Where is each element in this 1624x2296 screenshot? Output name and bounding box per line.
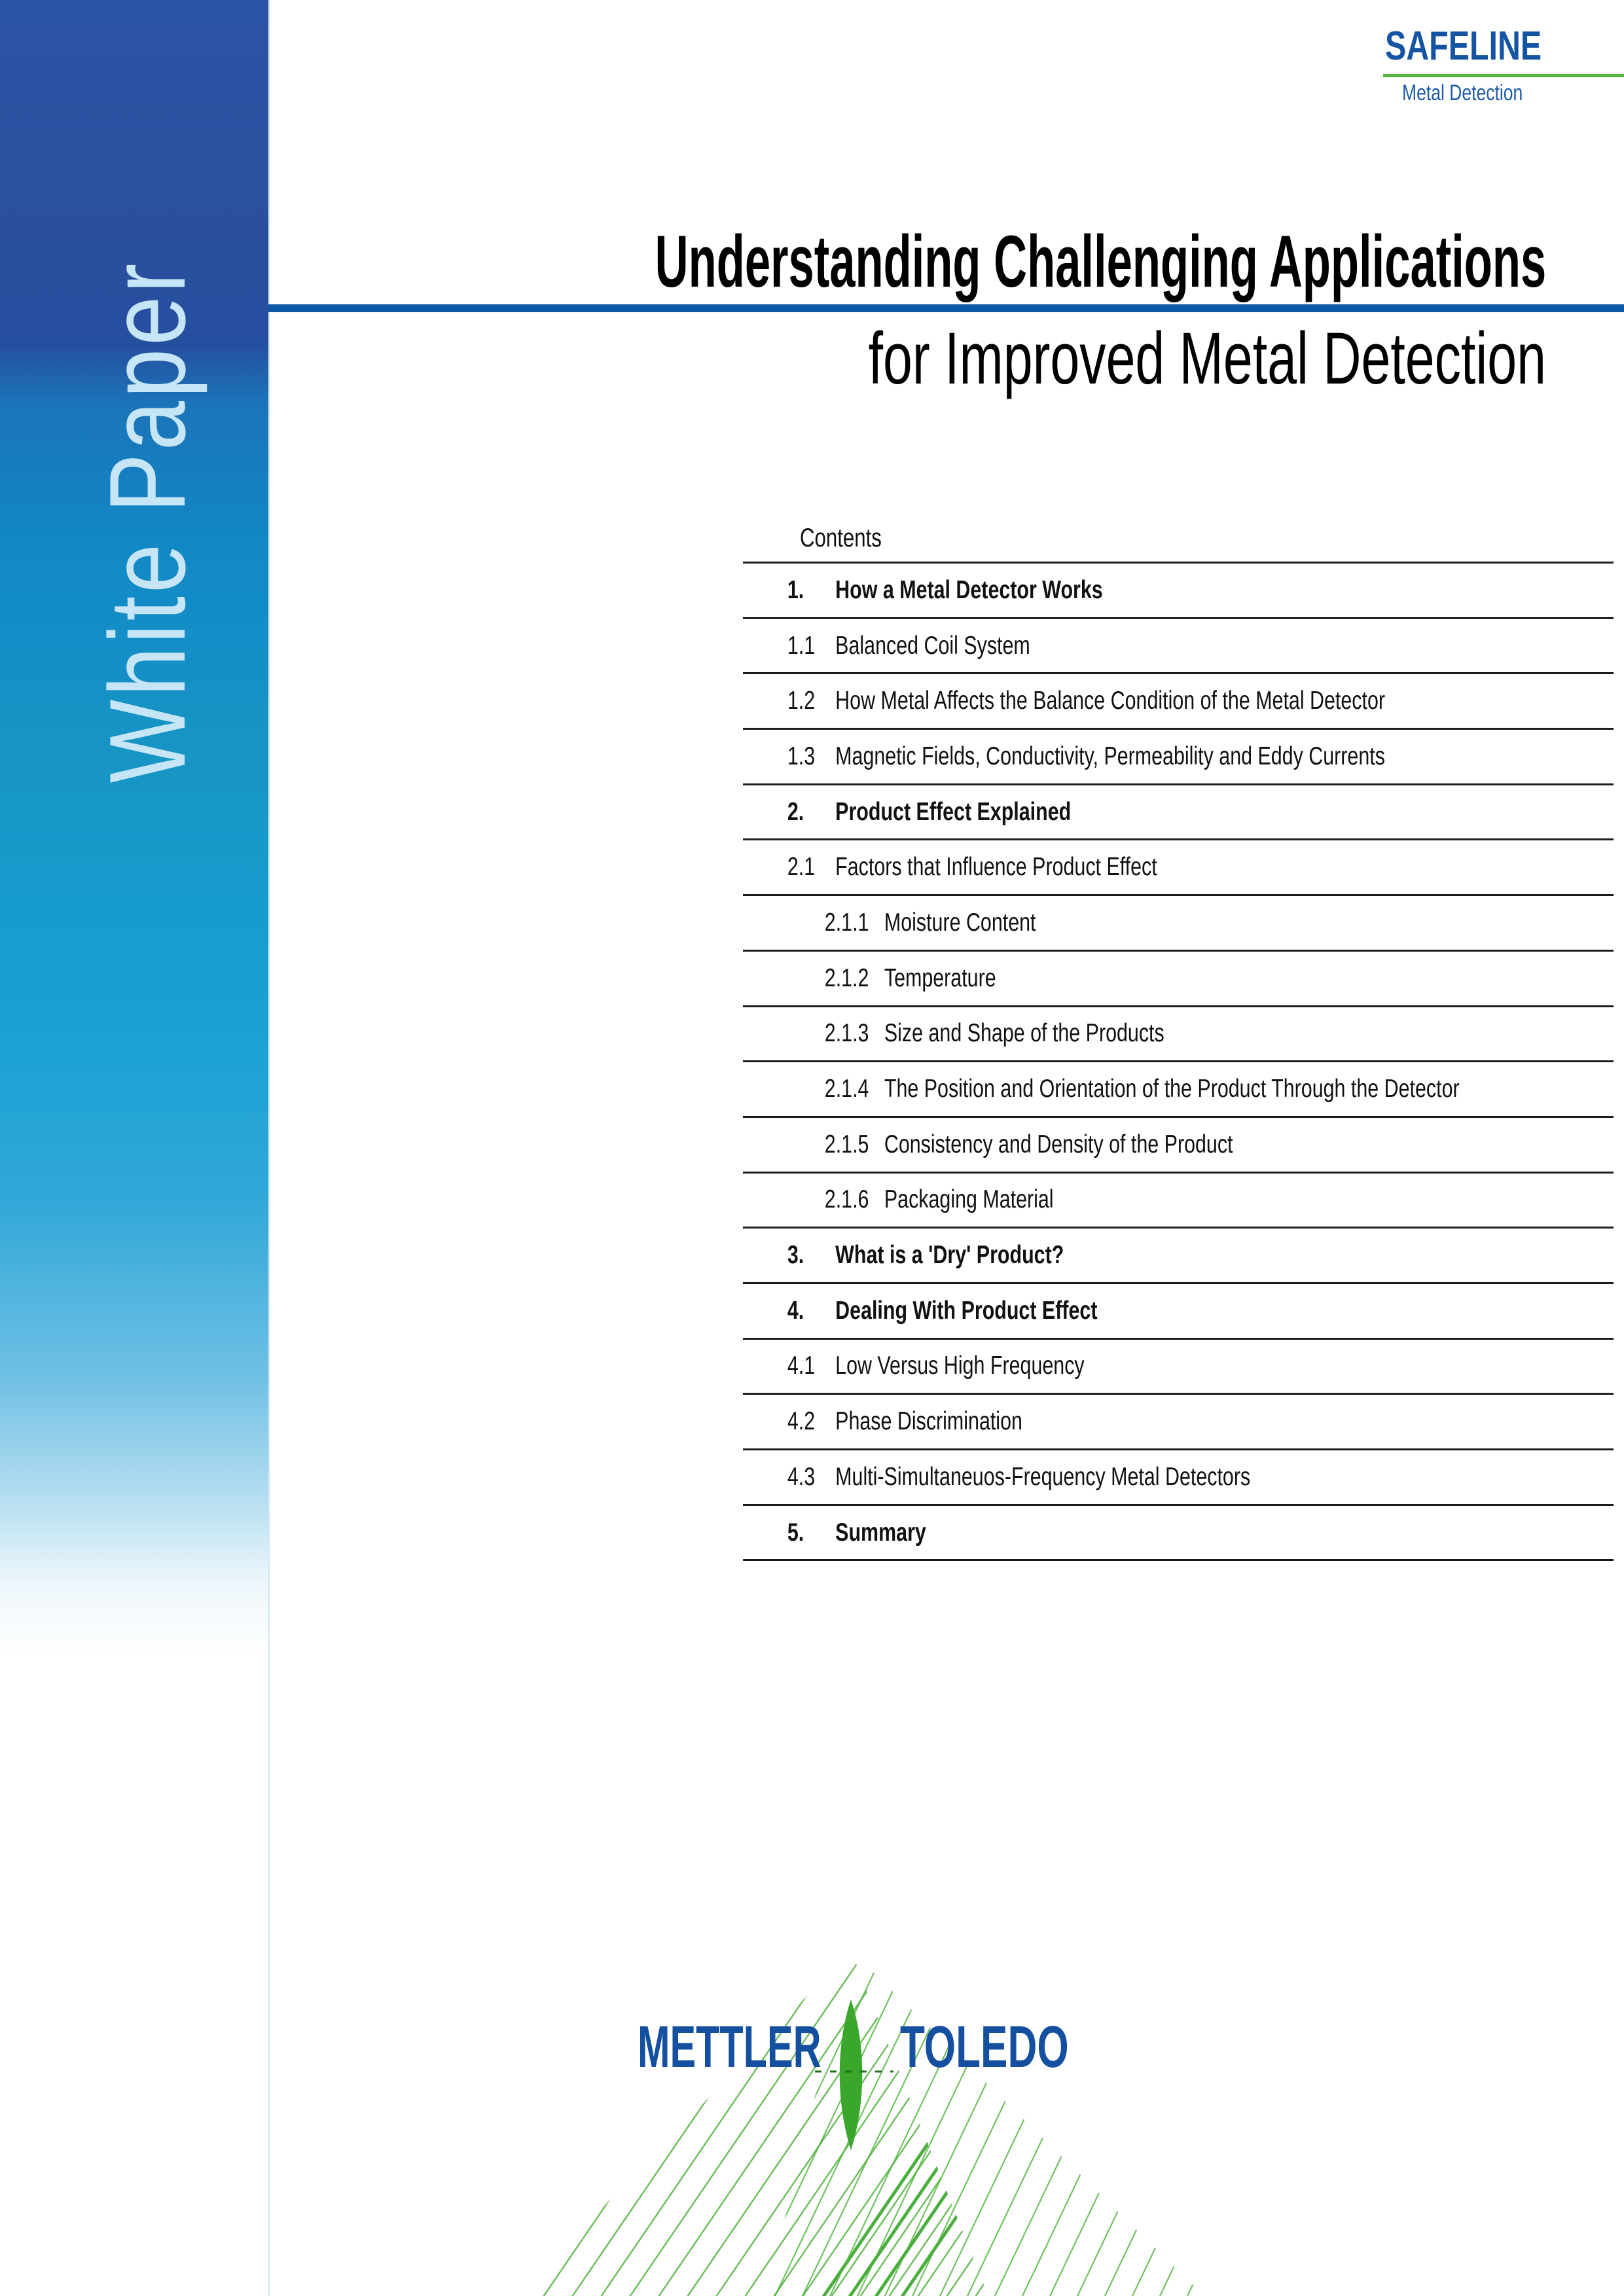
safeline-tagline: Metal Detection [1401,81,1523,105]
toc-entry-number: 4. [787,1296,804,1325]
toc-entry-number: 3. [787,1241,804,1270]
toc-entry-label: Phase Discrimination [835,1407,1022,1436]
toc-row [743,1062,1614,1118]
toc-row [743,1007,1614,1063]
toc-entry-label: The Position and Orientation of the Product Through the Detector [884,1075,1460,1103]
toc-row [743,785,1614,841]
toc-entry-label: Summary [835,1518,926,1547]
toc-entry-number: 2.1.2 [824,963,869,992]
toc-entry-label: Balanced Coil System [835,631,1030,660]
toc-entry-number: 1.2 [787,687,816,715]
toc-row [743,1229,1614,1284]
toc-entry-number: 1.3 [787,742,816,770]
toc-row [743,840,1614,896]
toc-row [743,896,1614,952]
toc-entry-label: Consistency and Density of the Product [884,1130,1233,1158]
toc-entry-number: 1. [787,575,804,604]
toc-row [743,1340,1614,1395]
toc-entry-number: 5. [787,1518,804,1547]
toc-entry-label: Product Effect Explained [835,797,1072,826]
toc-entry-number: 2.1.1 [824,908,869,937]
safeline-logo: SAFELINE [1385,24,1542,69]
toc-entry-number: 2. [787,797,804,826]
toc-row [743,1284,1614,1340]
toc-entry-label: Temperature [884,963,996,992]
toc-row [743,952,1614,1007]
page-title-line1: Understanding Challenging Applications [655,221,1546,302]
title-blue-rule [268,304,1624,312]
toc-entry-number: 4.1 [787,1352,816,1380]
contents-table [743,524,1614,1561]
toc-entry-label: Low Versus High Frequency [835,1352,1085,1380]
toc-entry-number: 2.1.3 [824,1019,869,1048]
page-title-line2: for Improved Metal Detection [868,317,1546,399]
white-paper-vertical-label: White Paper [86,260,208,783]
toc-entry-label: Packaging Material [884,1185,1054,1214]
toc-entry-label: How a Metal Detector Works [835,575,1103,604]
toc-entry-number: 1.1 [787,631,816,660]
contents-heading: Contents [743,524,1614,564]
toc-row [743,1118,1614,1174]
toc-entry-number: 4.3 [787,1462,816,1491]
toc-row [743,674,1614,730]
logo-hatch-pattern [491,1931,1237,2296]
toc-entry-label: Multi-Simultaneuos-Frequency Metal Detectors [835,1462,1251,1491]
mettler-logo-word: METTLER [638,2015,821,2080]
toc-row [743,1450,1614,1506]
toc-entry-number: 4.2 [787,1407,816,1436]
toc-entry-label: Dealing With Product Effect [835,1296,1098,1325]
toc-entry-label: What is a 'Dry' Product? [835,1241,1064,1270]
toc-row [743,730,1614,785]
toc-row [743,1174,1614,1229]
white-paper-sidebar [0,0,270,2296]
toc-entry-label: Size and Shape of the Products [884,1019,1164,1048]
toc-entry-number: 2.1.6 [824,1185,869,1214]
toc-entry-number: 2.1.4 [824,1075,869,1103]
toc-row [743,1395,1614,1450]
toc-entry-number: 2.1.5 [824,1130,869,1158]
toc-row [743,564,1614,619]
toc-entry-label: Magnetic Fields, Conductivity, Permeability and Eddy Currents [835,742,1385,770]
safeline-green-rule [1383,74,1624,77]
toc-entry-label: How Metal Affects the Balance Condition of the Metal Detector [835,687,1386,715]
toc-entry-number: 2.1 [787,853,816,882]
toc-row [743,619,1614,675]
toledo-logo-word: TOLEDO [900,2015,1069,2080]
toc-entry-label: Moisture Content [884,908,1036,937]
toc-entry-label: Factors that Influence Product Effect [835,853,1157,882]
toc-row [743,1506,1614,1562]
